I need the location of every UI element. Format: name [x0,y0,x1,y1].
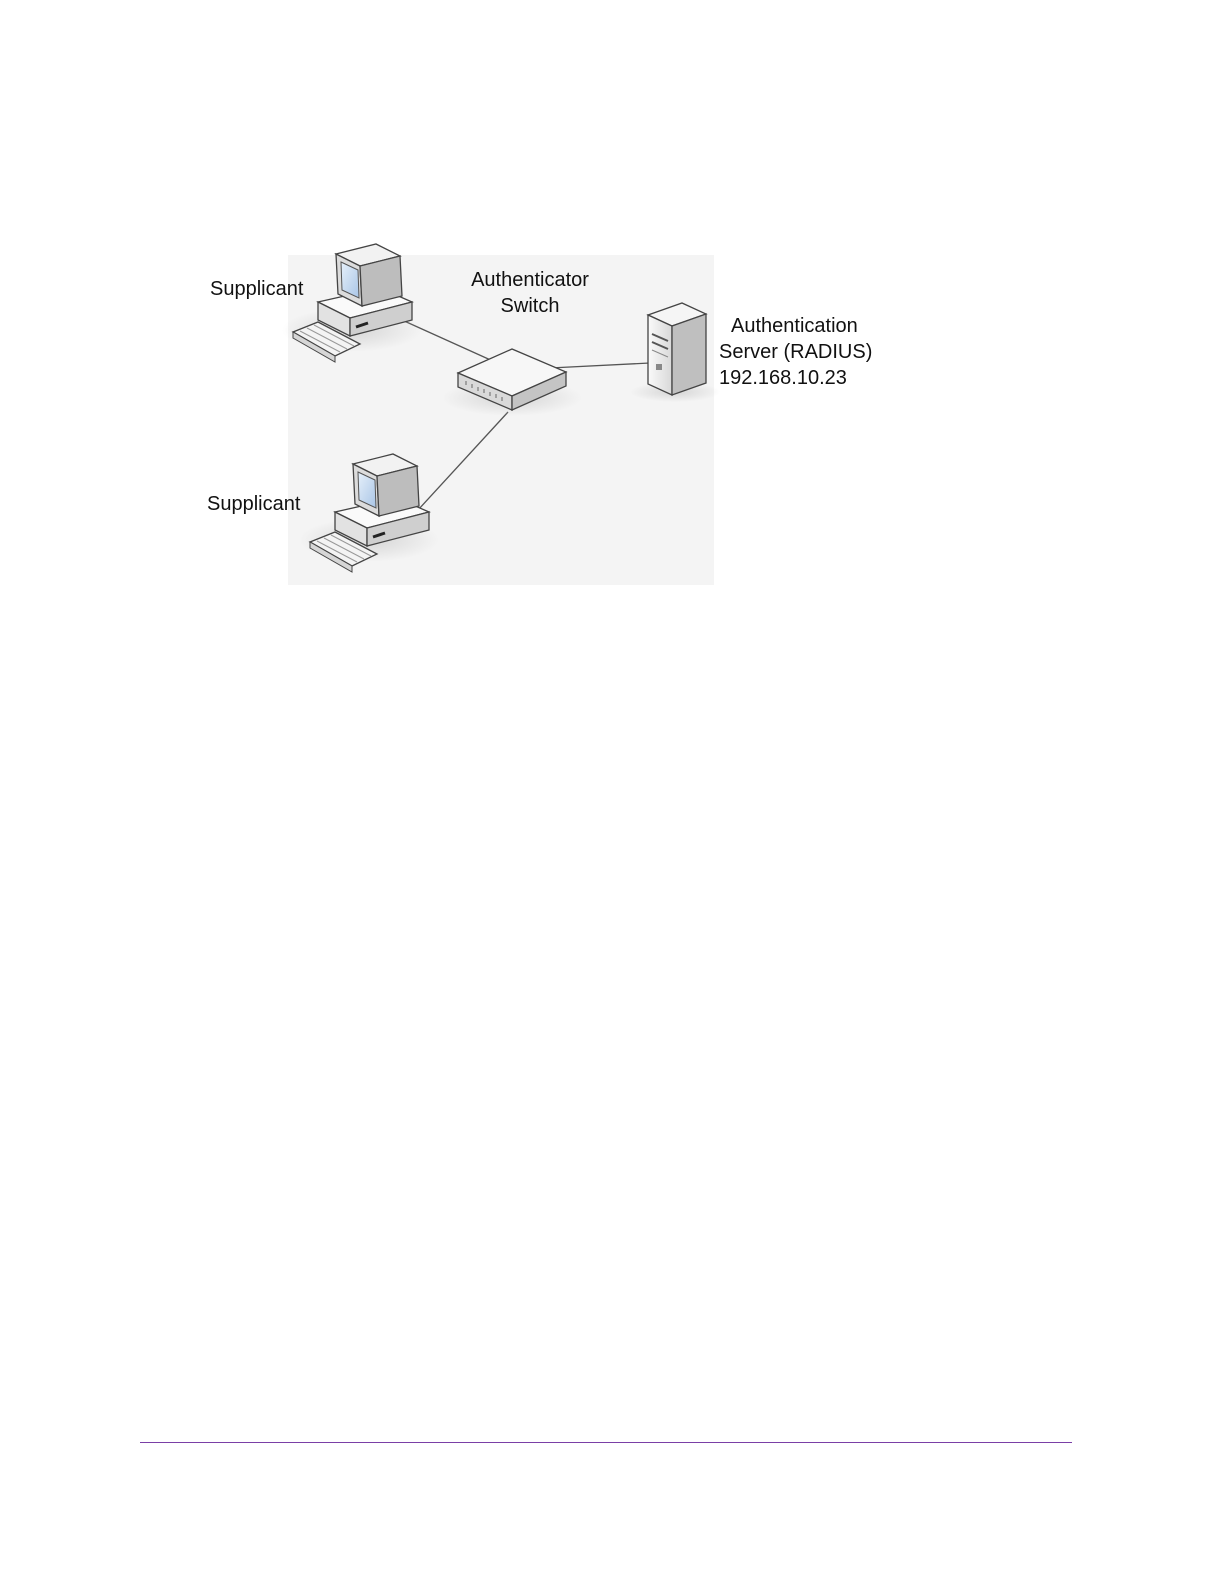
switch-label-line1: Authenticator [471,269,589,291]
server-label [719,313,872,391]
footer-divider [140,1442,1072,1443]
server-label-line1: Authentication [731,315,858,337]
tower-server-icon [630,303,720,402]
switch-label [466,267,594,319]
switch-label-line2: Switch [500,295,560,317]
desktop-computer-icon [282,244,422,362]
server-label-line2: Server (RADIUS) [719,341,873,363]
link-supplicant-bottom-switch [418,412,508,510]
server-ip-address: 192.168.10.23 [719,367,847,389]
supplicant-bottom-label: Supplicant [207,493,301,515]
link-switch-server [550,363,650,368]
desktop-computer-icon [299,454,439,572]
network-switch-icon [442,349,582,416]
supplicant-top-label: Supplicant [210,278,304,300]
